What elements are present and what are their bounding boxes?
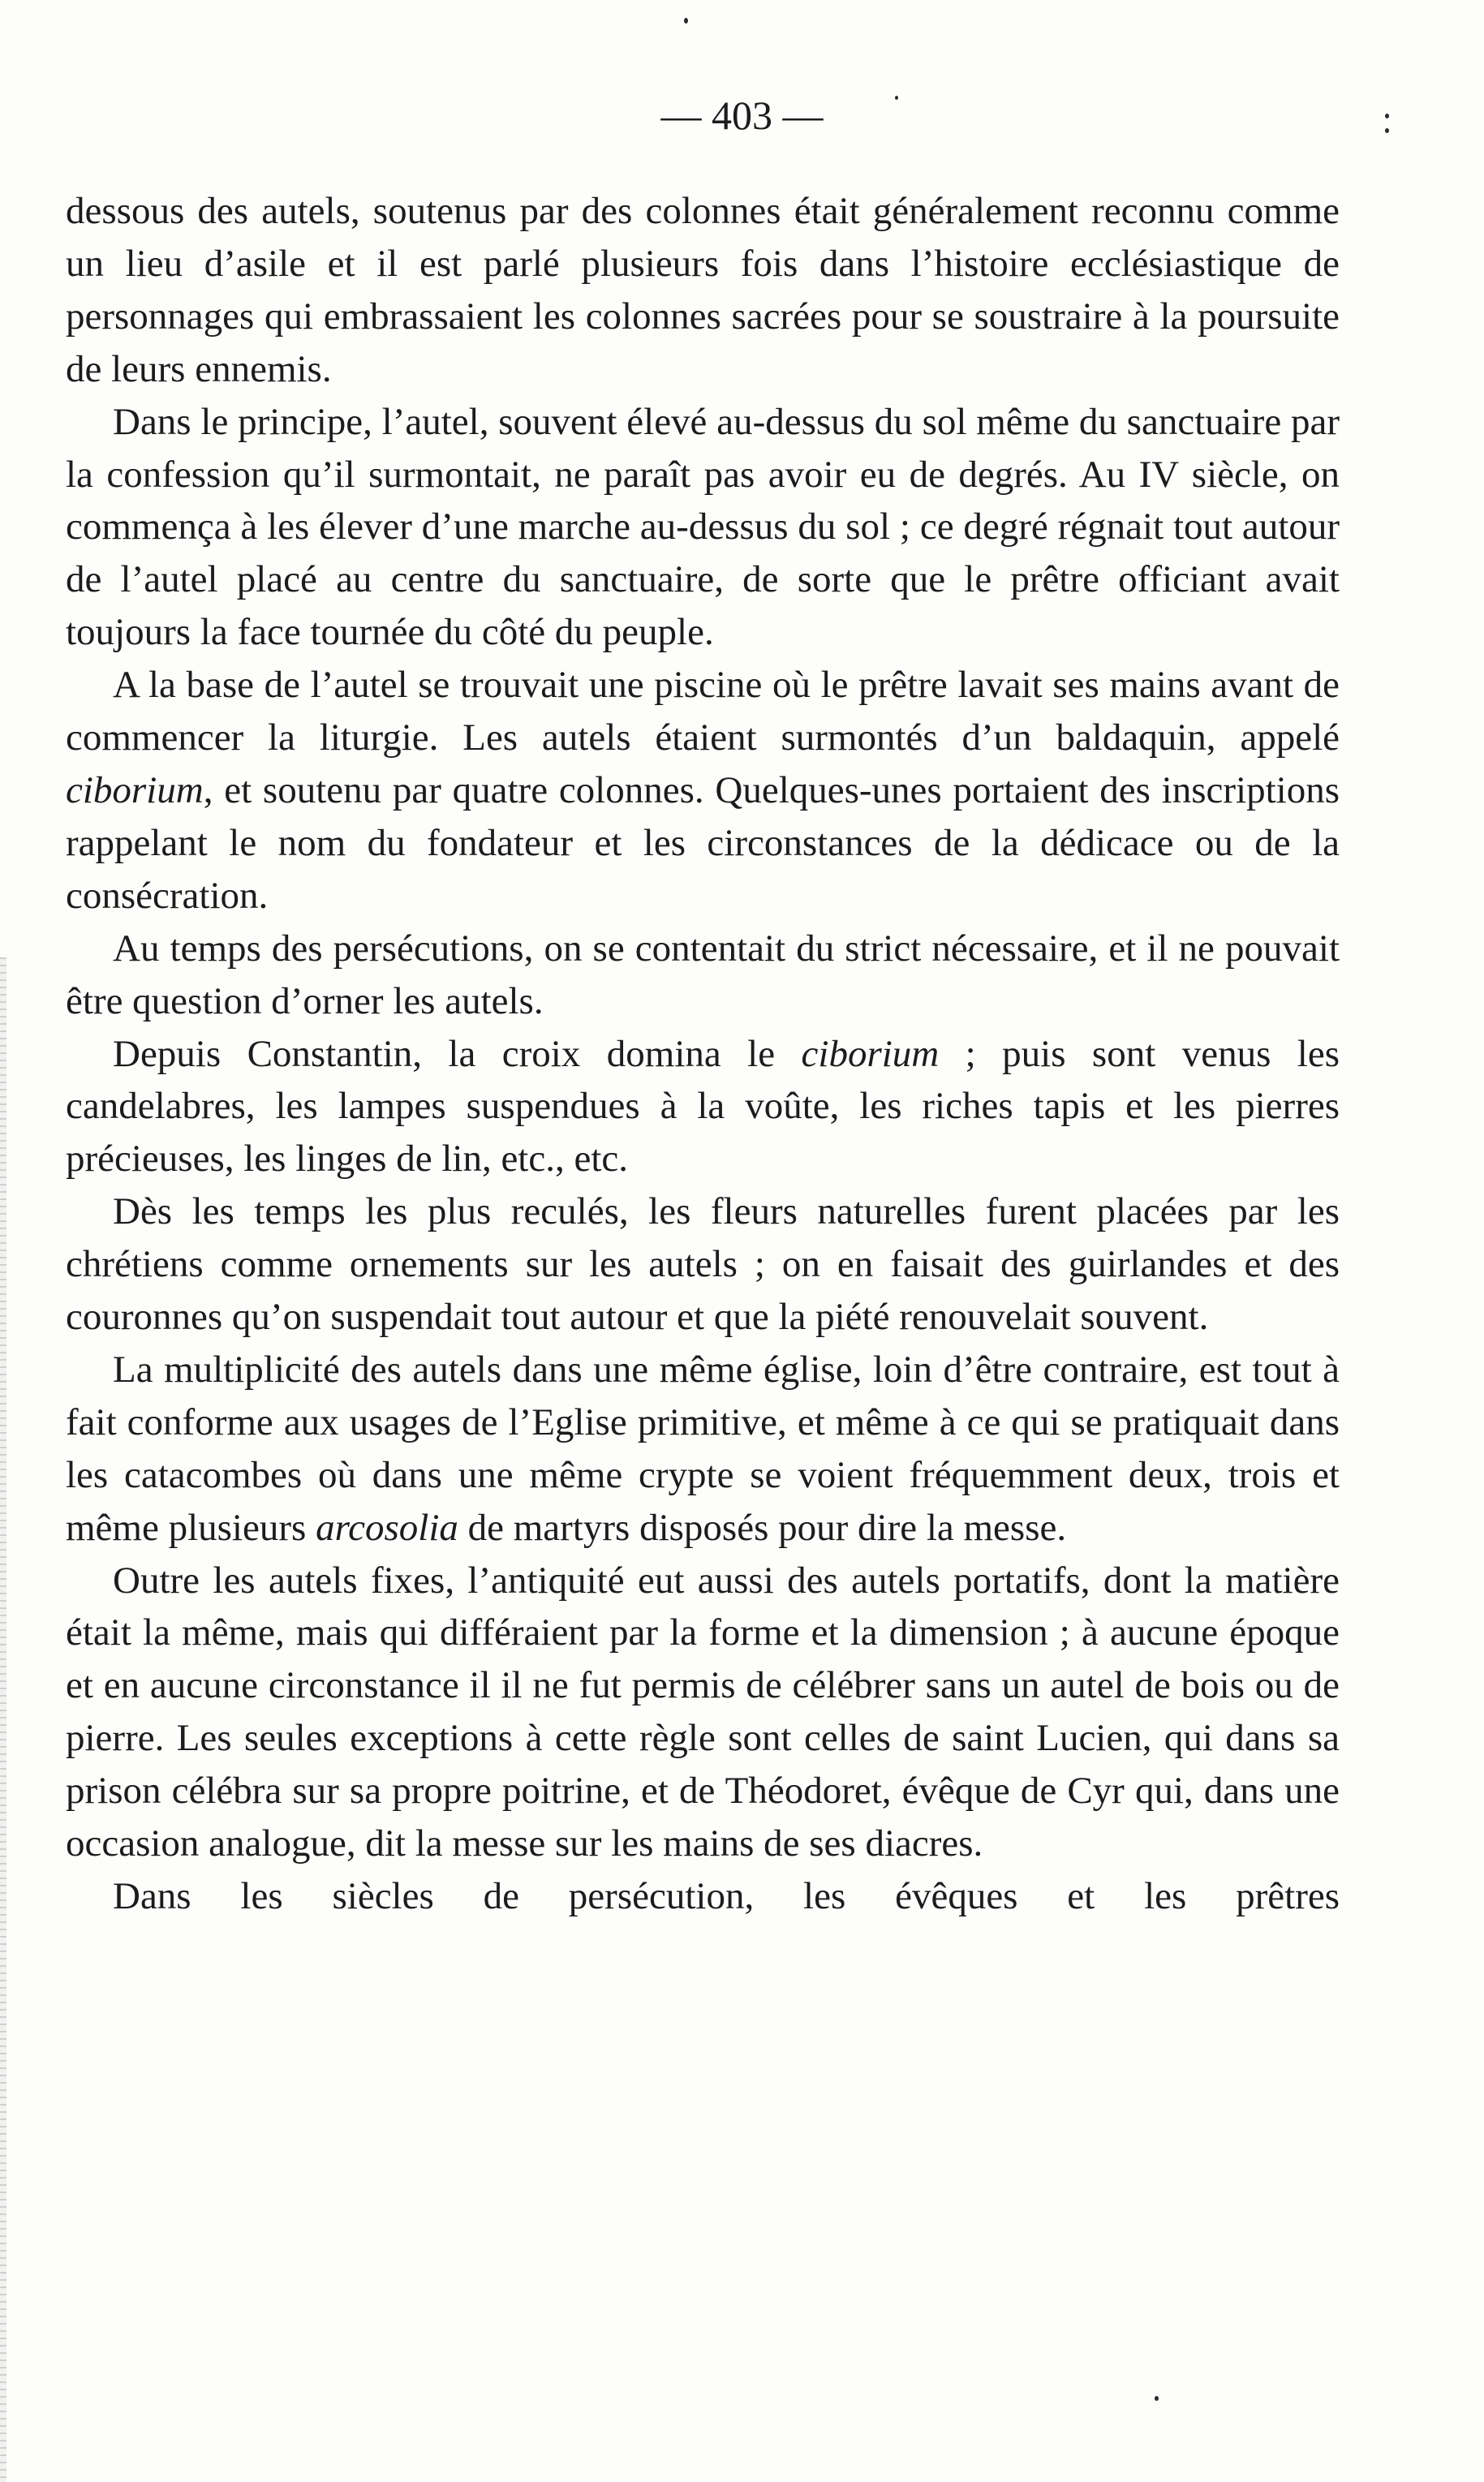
text-run: Depuis Constantin, la croix domina le bbox=[113, 1032, 802, 1075]
paragraph bbox=[66, 659, 1340, 923]
page-number: — 403 — bbox=[660, 92, 824, 138]
ink-speck bbox=[684, 18, 688, 24]
ink-speck bbox=[1385, 128, 1389, 133]
paragraph bbox=[66, 923, 1340, 1028]
text-run: , et soutenu par quatre colonnes. Quelques-unes portaient des inscriptions rappelant le nom du fondateur et les circonstances de la dédicace ou de la consécration. bbox=[66, 768, 1340, 917]
text-run: Dans les siècles de persécution, les évêques et les prêtres bbox=[113, 1875, 1340, 1917]
italic-term: arcosolia bbox=[316, 1506, 458, 1549]
paragraph bbox=[66, 396, 1340, 660]
text-run: Dès les temps les plus reculés, les fleurs naturelles furent placées par les chrétiens comme ornements sur les autels ; on en faisait des guirlandes et des couronnes qu’on suspendait tout autour et que la piété renouvelait souvent. bbox=[66, 1190, 1340, 1339]
body-text bbox=[66, 185, 1340, 1923]
page-binding-edge bbox=[0, 957, 6, 2482]
text-run: dessous des autels, soutenus par des colonnes était généralement reconnu comme un lieu d’asile et il est parlé plusieurs fois dans l’histoire ecclésiastique de personnages qui embrassaient les colonnes sacrées pour se soustraire à la poursuite de leurs ennemis. bbox=[66, 190, 1340, 390]
italic-term: ciborium bbox=[801, 1032, 940, 1075]
italic-term: ciborium bbox=[66, 768, 204, 811]
text-run: Au temps des persécutions, on se contentait du strict nécessaire, et il ne pouvait être question d’orner les autels. bbox=[66, 927, 1340, 1022]
paragraph bbox=[66, 185, 1340, 396]
text-run: A la base de l’autel se trouvait une piscine où le prêtre lavait ses mains avant de commencer la liturgie. Les autels étaient surmontés d’un baldaquin, appelé bbox=[66, 664, 1340, 759]
ink-speck bbox=[1155, 2396, 1159, 2401]
paragraph bbox=[66, 1185, 1340, 1344]
text-run: La multiplicité des autels dans une même église, loin d’être contraire, est tout à fait conforme aux usages de l’Eglise primitive, et même à ce qui se pratiquait dans les catacombes où dans une même crypte se voient fréquemment deux, trois et même plusieurs bbox=[66, 1348, 1340, 1549]
text-run: de martyrs disposés pour dire la messe. bbox=[458, 1506, 1067, 1549]
text-run: Outre les autels fixes, l’antiquité eut aussi des autels portatifs, dont la matière était la même, mais qui différaient par la forme et la dimension ; à aucune époque et en aucune circonstance il il ne fut permis de célébrer sans un autel de bois ou de pierre. Les seules exceptions à cette règle sont celles de saint Lucien, qui dans sa prison célébra sur sa propre poitrine, et de Théodoret, évêque de Cyr qui, dans une occasion analogue, dit la messe sur les mains de ses diacres. bbox=[66, 1559, 1340, 1865]
ink-speck bbox=[895, 96, 898, 100]
paragraph bbox=[66, 1870, 1340, 1923]
paragraph bbox=[66, 1028, 1340, 1186]
text-run: Dans le principe, l’autel, souvent élevé au-dessus du sol même du sanctuaire par la confession qu’il surmontait, ne paraît pas avoir eu de degrés. Au IV siècle, on commença à les élever d’une marche au-dessus du sol ; ce degré régnait tout autour de l’autel placé au centre du sanctuaire, de sorte que le prêtre officiant avait toujours la face tournée du côté du peuple. bbox=[66, 400, 1340, 654]
ink-speck bbox=[1385, 114, 1389, 118]
paragraph bbox=[66, 1555, 1340, 1870]
paragraph bbox=[66, 1344, 1340, 1555]
text-run: ; puis sont venus les candelabres, les lampes suspendues à la voûte, les riches tapis et les pierres précieuses, les linges de lin, etc., etc. bbox=[66, 1032, 1340, 1181]
